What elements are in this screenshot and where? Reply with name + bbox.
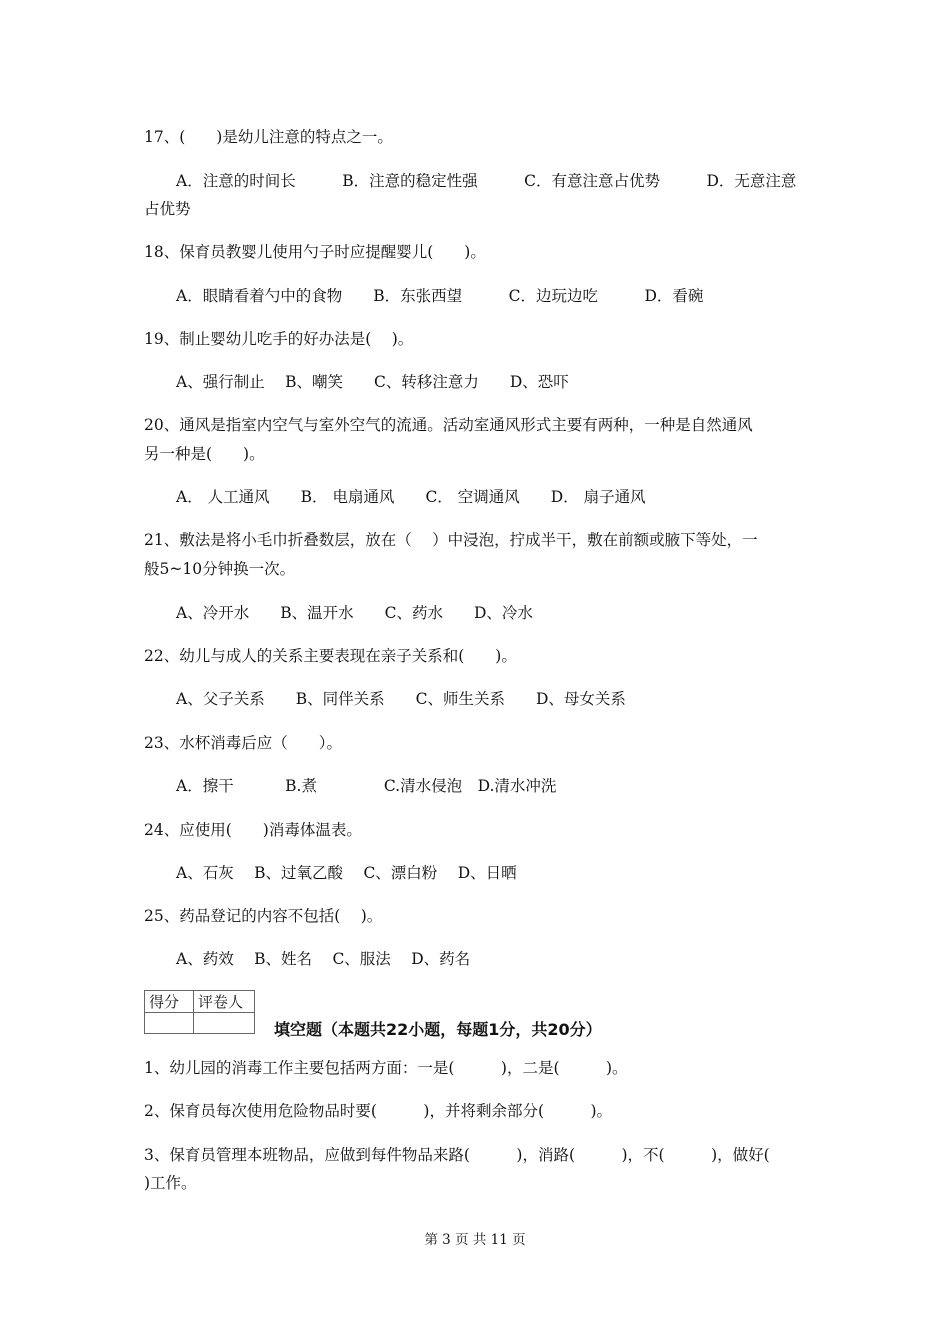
question-18-stem: 18、保育员教婴儿使用勺子时应提醒婴儿( )。 xyxy=(144,243,486,261)
page-footer: 第 3 页 共 11 页 xyxy=(424,1232,526,1248)
question-20-options: A． 人工通风 B． 电扇通风 C． 空调通风 D． 扇子通风 xyxy=(176,488,646,506)
question-21-stem-cont: 般5~10分钟换一次。 xyxy=(144,560,296,578)
question-23-stem: 23、水杯消毒后应（ ）。 xyxy=(144,734,342,752)
question-17-options-cont: 占优势 xyxy=(144,200,191,218)
question-19-options: A、强行制止 B、嘲笑 C、转移注意力 D、恐吓 xyxy=(176,373,569,391)
grader-cell xyxy=(194,1013,255,1034)
question-22-stem: 22、幼儿与成人的关系主要表现在亲子关系和( )。 xyxy=(144,647,517,665)
score-box xyxy=(144,990,255,1034)
question-20-stem: 20、通风是指室内空气与室外空气的流通。活动室通风形式主要有两种，一种是自然通风 xyxy=(144,416,753,434)
question-24-options: A、石灰 B、过氧乙酸 C、漂白粉 D、日晒 xyxy=(176,864,517,882)
question-21-stem: 21、敷法是将小毛巾折叠数层，放在（ ）中浸泡，拧成半干，敷在前额或腋下等处，一 xyxy=(144,531,758,549)
fill-question-1: 1、幼儿园的消毒工作主要包括两方面：一是( )，二是( )。 xyxy=(144,1059,628,1077)
question-22-options: A、父子关系 B、同伴关系 C、师生关系 D、母女关系 xyxy=(176,690,626,708)
question-18-options: A．眼睛看着勺中的食物 B．东张西望 C．边玩边吃 D．看碗 xyxy=(176,287,704,305)
question-24-stem: 24、应使用( )消毒体温表。 xyxy=(144,821,362,839)
question-19-stem: 19、制止婴幼儿吃手的好办法是( )。 xyxy=(144,330,414,348)
question-20-stem-cont: 另一种是( )。 xyxy=(144,445,265,463)
question-21-options: A、冷开水 B、温开水 C、药水 D、冷水 xyxy=(176,604,533,622)
question-25-options: A、药效 B、姓名 C、服法 D、药名 xyxy=(176,950,471,968)
question-25-stem: 25、药品登记的内容不包括( )。 xyxy=(144,907,383,925)
fill-question-3: 3、保育员管理本班物品，应做到每件物品来路( )，消路( )，不( )，做好( xyxy=(144,1146,770,1164)
question-17-stem: 17、( )是幼儿注意的特点之一。 xyxy=(144,128,393,146)
section-title: 填空题（本题共22小题，每题1分，共20分） xyxy=(274,1020,602,1039)
fill-question-3-cont: )工作。 xyxy=(144,1174,197,1192)
grader-label: 评卷人 xyxy=(194,991,255,1013)
question-23-options: A．擦干 B.煮 C.清水侵泡 D.清水冲洗 xyxy=(176,777,557,795)
score-cell xyxy=(145,1013,194,1034)
question-17-options: A．注意的时间长 B．注意的稳定性强 C．有意注意占优势 D．无意注意 xyxy=(176,172,797,190)
fill-question-2: 2、保育员每次使用危险物品时要( )，并将剩余部分( )。 xyxy=(144,1102,613,1120)
score-label: 得分 xyxy=(145,991,194,1013)
